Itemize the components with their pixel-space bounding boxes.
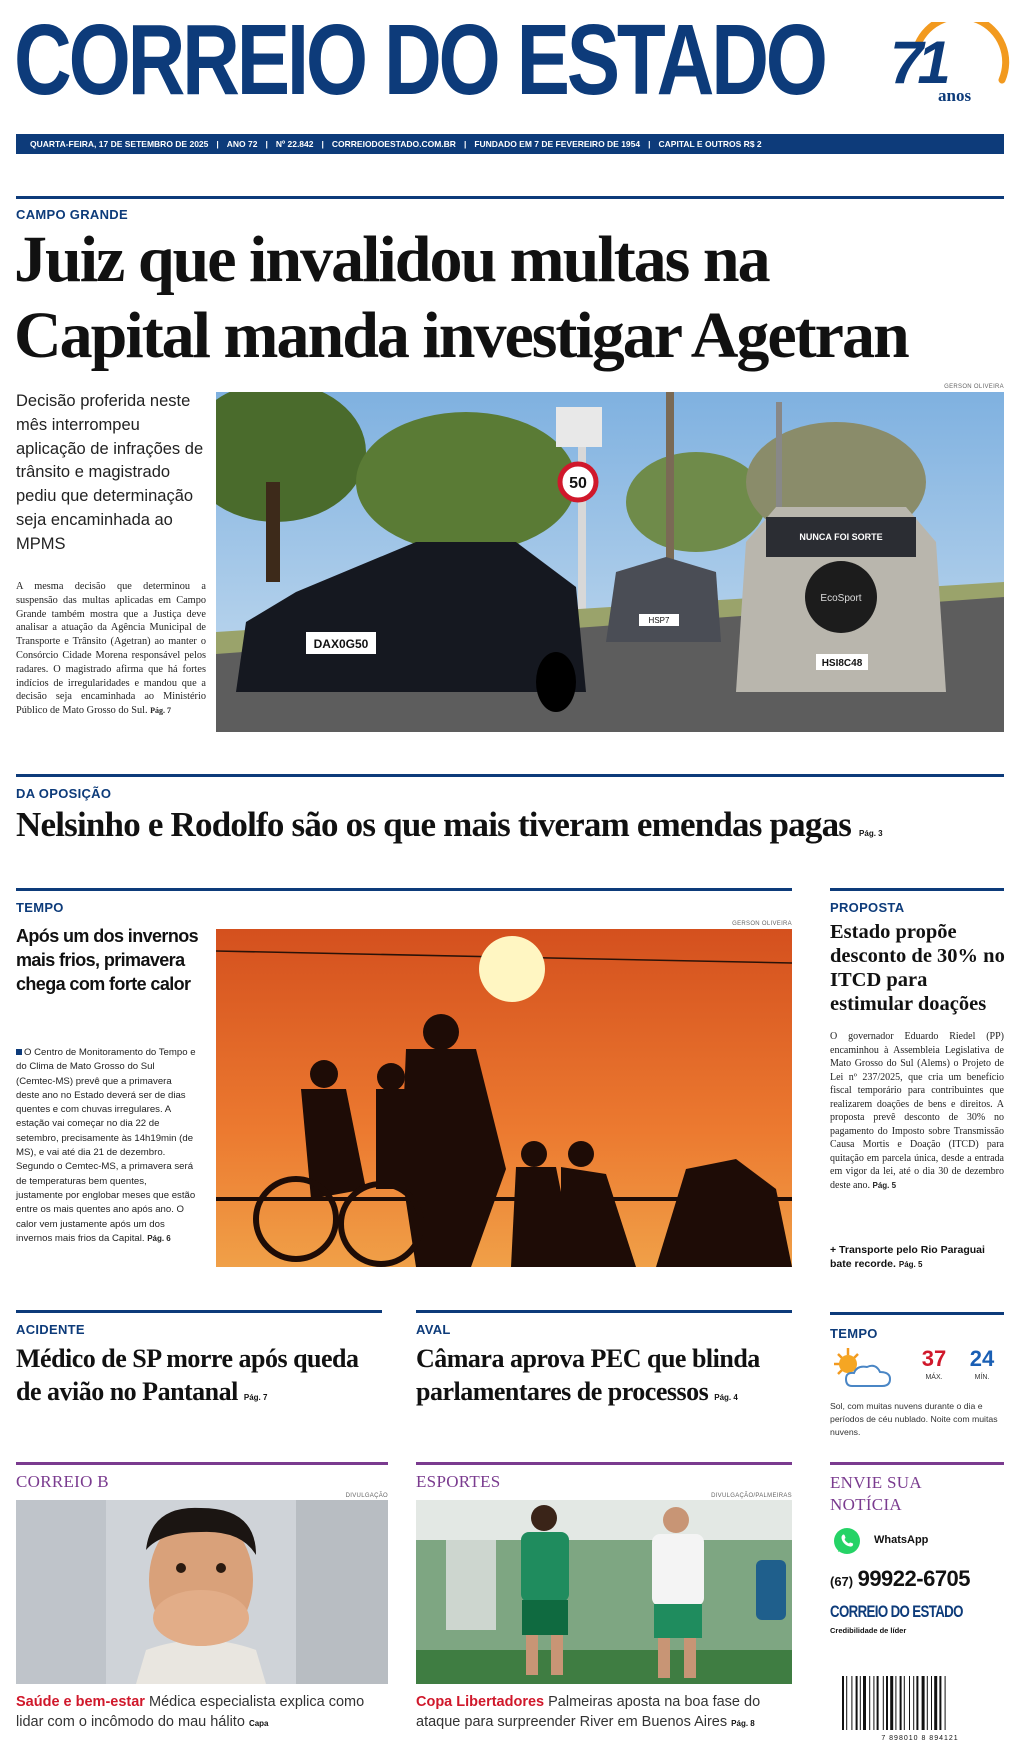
info-date: QUARTA-FEIRA, 17 DE SETEMBRO DE 2025: [30, 139, 209, 149]
whatsapp-icon[interactable]: [832, 1526, 862, 1556]
barcode-bar: [851, 1676, 852, 1730]
weather-photo[interactable]: [216, 929, 792, 1267]
lead-body-text: A mesma decisão que determinou a suspensão das multas aplicadas em Campo Grande também mostra que a Justiça deve analisar a atuação da Agência Municipal de Transporte e Trânsito (Agetran) ao manter o Consórcio Cidade Morena responsável pelos radares. O magistrado afirma que há fortes indícios de irregularidades e mandou que a decisão seja encaminhada ao Ministério Público de Mato Grosso do Sul.: [16, 581, 206, 717]
lead-body: [16, 580, 206, 718]
lead-kicker: CAMPO GRANDE: [16, 207, 128, 222]
barcode-bar: [904, 1676, 905, 1730]
speed-sign-text: 50: [569, 475, 587, 492]
weather-story-headline[interactable]: Após um dos invernos mais frios, primavera chega com forte calor: [16, 926, 199, 994]
lead-photo-credit: GERSON OLIVEIRA: [944, 384, 1004, 390]
phone-digits: 99922-6705: [857, 1566, 971, 1591]
barcode-bar: [895, 1676, 896, 1730]
sports-section[interactable]: ESPORTES: [416, 1472, 501, 1491]
barcode-bar: [934, 1676, 937, 1730]
info-year: ANO 72: [226, 139, 258, 149]
weather-story-rule: [16, 888, 792, 891]
barcode-bar: [842, 1676, 844, 1730]
info-separator: |: [216, 139, 219, 149]
accident-kicker: ACIDENTE: [16, 1322, 85, 1337]
correio-b-photo-credit: DIVULGAÇÃO: [345, 1493, 388, 1499]
barcode-bar: [909, 1676, 910, 1730]
send-news-title-line1: ENVIE SUA: [830, 1473, 922, 1492]
correio-b-teaser[interactable]: [16, 1692, 388, 1734]
traffic-scene-image: [216, 392, 1004, 732]
masthead-title: CORREIO DO ESTADO: [14, 4, 825, 116]
min-temp: 24: [969, 1346, 995, 1371]
weather-box-rule: [830, 1312, 1004, 1315]
barcode-bar: [883, 1676, 884, 1730]
barcode-bar: [863, 1676, 866, 1730]
weather-box-kicker: TEMPO: [830, 1326, 878, 1341]
anniversary-word: anos: [938, 86, 972, 105]
sports-text: Palmeiras aposta na boa fase do ataque para surpreender River em Buenos Aires: [416, 1694, 761, 1730]
sunset-silhouette-image: [216, 929, 792, 1267]
barcode-digits: 7 898010 8 894121: [881, 1735, 959, 1742]
lead-rule: [16, 196, 1004, 199]
barcode-bar: [890, 1676, 893, 1730]
info-founded: FUNDADO EM 7 DE FEVEREIRO DE 1954: [474, 139, 641, 149]
palmeiras-training-image: [416, 1500, 792, 1684]
aval-headline-block[interactable]: [416, 1342, 802, 1414]
barcode-bar: [939, 1676, 941, 1730]
weather-box-description: Sol, com muitas nuvens durante o dia e períodos de céu nublado. Noite com muitas nuvens.: [830, 1401, 998, 1437]
sports-rule: [416, 1462, 792, 1465]
lead-headline-line1: Juiz que invalidou multas na: [14, 223, 769, 296]
max-temp-label: MÁX.: [925, 1374, 943, 1381]
sun-cloud-icon: [830, 1346, 902, 1392]
barcode-bar: [856, 1676, 858, 1730]
proposal-body: [830, 1030, 1004, 1192]
accident-page-ref[interactable]: Pág. 7: [243, 1393, 268, 1402]
barcode-bar: [931, 1676, 932, 1730]
barcode-bar: [877, 1676, 879, 1730]
send-news-rule: [830, 1462, 1004, 1465]
proposal-page-ref[interactable]: Pág. 5: [872, 1180, 897, 1190]
anniversary-logo: [890, 22, 1010, 117]
sports-photo[interactable]: [416, 1500, 792, 1684]
opposition-kicker: DA OPOSIÇÃO: [16, 786, 112, 801]
correio-b-photo[interactable]: [16, 1500, 388, 1684]
correio-b-page-ref[interactable]: Capa: [248, 1719, 269, 1728]
proposal-rule: [830, 888, 1004, 891]
weather-photo-credit: GERSON OLIVEIRA: [732, 921, 792, 927]
phone-number[interactable]: [830, 1566, 1010, 1592]
barcode: [840, 1676, 1000, 1740]
barcode-bar: [869, 1676, 870, 1730]
sports-tag: Copa Libertadores: [416, 1694, 545, 1710]
aval-kicker: AVAL: [416, 1322, 451, 1337]
correio-b-section[interactable]: CORREIO B: [16, 1472, 109, 1491]
correio-b-text: Médica especialista explica como lidar com o incômodo do mau hálito: [16, 1694, 365, 1730]
lead-page-ref[interactable]: Pág. 7: [150, 706, 172, 716]
barcode-bar: [873, 1676, 874, 1730]
weather-story-body: [16, 1046, 196, 1246]
barcode-bar: [913, 1676, 914, 1730]
anniversary-number: 71: [890, 29, 945, 96]
proposal-extra[interactable]: [830, 1243, 1006, 1272]
opposition-rule: [16, 774, 1004, 777]
barcode-bar: [900, 1676, 902, 1730]
info-separator: |: [265, 139, 268, 149]
masthead: [0, 0, 1024, 160]
weather-story-page-ref[interactable]: Pág. 6: [147, 1233, 171, 1243]
opposition-headline-block[interactable]: [16, 804, 1006, 855]
barcode-bar: [945, 1676, 946, 1730]
lead-headline-line2: Capital manda investigar Agetran: [14, 299, 908, 372]
proposal-extra-page-ref[interactable]: Pág. 5: [898, 1260, 923, 1269]
sports-photo-credit: DIVULGAÇÃO/PALMEIRAS: [711, 1493, 792, 1499]
plate-left-text: DAX0G50: [313, 637, 369, 651]
sports-teaser[interactable]: [416, 1692, 796, 1734]
accident-rule: [16, 1310, 382, 1313]
send-news-brand: CORREIO DO ESTADO: [830, 1602, 963, 1621]
info-separator: |: [648, 139, 651, 149]
info-separator: |: [463, 139, 467, 149]
plate-mid-text: HSP7: [648, 616, 670, 625]
aval-rule: [416, 1310, 792, 1313]
max-temp: 37: [921, 1346, 947, 1371]
info-website[interactable]: CORREIODOESTADO.COM.BR: [331, 139, 456, 149]
proposal-kicker: PROPOSTA: [830, 900, 905, 915]
proposal-extra-text: + Transporte pelo Rio Paraguai bate recorde.: [830, 1244, 985, 1270]
spare-tire-text: EcoSport: [820, 593, 862, 604]
whatsapp-label: WhatsApp: [874, 1534, 929, 1546]
rear-window-text: NUNCA FOI SORTE: [799, 532, 883, 542]
accident-headline-block[interactable]: [16, 1342, 386, 1414]
bullet-square-icon: [16, 1049, 22, 1055]
min-temp-label: MÍN.: [974, 1374, 990, 1381]
opposition-headline: Nelsinho e Rodolfo são os que mais tiveram emendas pagas: [16, 805, 852, 844]
lead-photo[interactable]: [216, 392, 1004, 732]
weather-story-body-text: O Centro de Monitoramento do Tempo e do Clima de Mato Grosso do Sul (Cemtec-MS) prevê que a primavera deste ano no Estado deverá ser de dias quentes e com chuvas irregulares. A estação vai começar no dia 22 de setembro, precisamente às 14h19min (de MS), e vai até dia 21 de dezembro. Segundo o Cemtec-MS, a primavera será de temperaturas bem quentes, justamente por englobar meses que estão entre os mais quentes ano após ano. O calor vem justamente após um dos invernos mais frios da Capital.: [16, 1047, 196, 1244]
proposal-body-text: O governador Eduardo Riedel (PP) encaminhou à Assembleia Legislativa de Mato Grosso do Sul (Alems) o Projeto de Lei nº 237/2025, que cria um benefício fiscal temporário para contribuintes que realizarem doações de bens e direitos. A proposta prevê desconto de 30% no pagamento do Imposto sobre Transmissão Causa Mortis e Doação (ITCD) para quitação em parcela única, desde a entrada em vigor da lei, até o dia 30 de dezembro deste ano.: [830, 1031, 1004, 1191]
lead-headline[interactable]: [14, 222, 1014, 374]
correio-b-tag: Saúde e bem-estar: [16, 1694, 145, 1710]
info-separator: |: [321, 139, 324, 149]
barcode-bar: [846, 1676, 847, 1730]
barcode-bar: [922, 1676, 925, 1730]
barcode-bars-icon: [840, 1676, 1000, 1730]
send-news-slogan: Credibilidade de líder: [830, 1626, 907, 1635]
opposition-page-ref[interactable]: Pág. 3: [859, 829, 883, 838]
send-news-title: [830, 1472, 1004, 1516]
weather-story-kicker: TEMPO: [16, 900, 64, 915]
barcode-bar: [916, 1676, 918, 1730]
barcode-bar: [927, 1676, 928, 1730]
phone-prefix: (67): [830, 1574, 854, 1589]
accident-headline: Médico de SP morre após queda de avião no Pantanal: [16, 1344, 359, 1406]
correio-b-rule: [16, 1462, 388, 1465]
aval-headline: Câmara aprova PEC que blinda parlamentares de processos: [416, 1344, 760, 1406]
lead-deck: Decisão proferida neste mês interrompeu aplicação de infrações de trânsito e magistrado pediu que determinação seja encaminhada ao MPMS: [16, 392, 204, 553]
info-edition: Nº 22.842: [275, 139, 314, 149]
info-price: CAPITAL E OUTROS R$ 2: [658, 139, 762, 149]
send-news-title-line2: NOTÍCIA: [830, 1495, 902, 1514]
man-covering-mouth-image: [16, 1500, 388, 1684]
proposal-headline[interactable]: Estado propõe desconto de 30% no ITCD para estimular doações: [830, 921, 1005, 1015]
aval-page-ref[interactable]: Pág. 4: [714, 1393, 738, 1402]
barcode-bar: [886, 1676, 888, 1730]
plate-right-text: HSI8C48: [821, 658, 863, 669]
sports-page-ref[interactable]: Pág. 8: [731, 1719, 755, 1728]
barcode-bar: [860, 1676, 861, 1730]
masthead-info-bar: [16, 134, 1004, 154]
